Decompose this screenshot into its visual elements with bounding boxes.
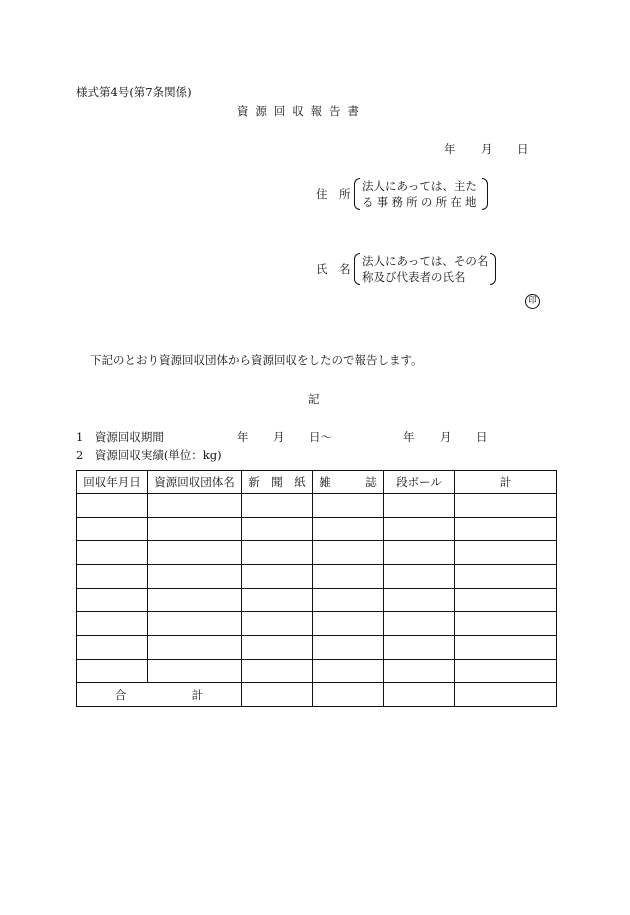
total-label-1: 合 — [114, 687, 127, 702]
address-note-line-1: 法人にあっては、主た — [362, 179, 477, 193]
cardboard-cell[interactable] — [384, 517, 455, 541]
cardboard-cell[interactable] — [384, 635, 455, 659]
period-to-day: 日 — [476, 430, 488, 444]
header-magazine: 雑 誌 — [313, 471, 384, 494]
address-note — [354, 178, 488, 210]
date-cell[interactable] — [77, 541, 148, 565]
header-total: 計 — [455, 471, 557, 494]
total-cell[interactable] — [455, 635, 557, 659]
magazine-cell[interactable] — [313, 494, 384, 518]
period-from-month: 月 — [273, 430, 285, 444]
period-from-year: 年 — [237, 430, 249, 444]
total-cell[interactable] — [455, 659, 557, 683]
intro-text: 下記のとおり資源回収団体から資源回収をしたので報告します。 — [90, 353, 423, 367]
period-to-month: 月 — [440, 430, 452, 444]
item2-label: 2 資源回収実績(単位：kg) — [76, 448, 222, 462]
total-cardboard-cell[interactable] — [384, 683, 455, 707]
magazine-cell[interactable] — [313, 612, 384, 636]
group-name-cell[interactable] — [148, 588, 242, 612]
date-cell[interactable] — [77, 564, 148, 588]
newspaper-cell[interactable] — [242, 588, 313, 612]
cardboard-cell[interactable] — [384, 564, 455, 588]
table-row — [77, 635, 557, 659]
table-header-row — [77, 471, 557, 494]
date-cell[interactable] — [77, 588, 148, 612]
total-cell[interactable] — [455, 541, 557, 565]
table-row — [77, 564, 557, 588]
header-newspaper: 新 聞 紙 — [242, 471, 313, 494]
date-month: 月 — [481, 142, 493, 156]
document-title: 資源回収報告書 — [237, 104, 366, 118]
form-number: 様式第4号(第7条関係) — [76, 85, 192, 99]
group-name-cell[interactable] — [148, 635, 242, 659]
magazine-cell[interactable] — [313, 564, 384, 588]
name-note-line-2: 称及び代表者の氏名 — [362, 270, 466, 284]
total-cell[interactable] — [455, 517, 557, 541]
total-label-cell — [77, 683, 242, 707]
group-name-cell[interactable] — [148, 517, 242, 541]
magazine-cell[interactable] — [313, 659, 384, 683]
header-group-name: 資源回収団体名 — [148, 471, 242, 494]
newspaper-cell[interactable] — [242, 541, 313, 565]
newspaper-cell[interactable] — [242, 635, 313, 659]
total-cell[interactable] — [455, 588, 557, 612]
total-magazine-cell[interactable] — [313, 683, 384, 707]
magazine-cell[interactable] — [313, 541, 384, 565]
cardboard-cell[interactable] — [384, 659, 455, 683]
group-name-cell[interactable] — [148, 494, 242, 518]
total-newspaper-cell[interactable] — [242, 683, 313, 707]
collection-report-table — [76, 470, 557, 707]
table-row — [77, 517, 557, 541]
newspaper-cell[interactable] — [242, 564, 313, 588]
table-row — [77, 541, 557, 565]
address-note-line-2: る事務所の所在地 — [362, 195, 480, 209]
date-cell[interactable] — [77, 494, 148, 518]
name-note — [354, 253, 496, 285]
newspaper-cell[interactable] — [242, 494, 313, 518]
date-year: 年 — [444, 142, 456, 156]
name-label: 氏 名 — [316, 262, 351, 276]
name-note-line-1: 法人にあっては、その名 — [362, 254, 489, 268]
seal-mark: 印 — [525, 294, 540, 309]
newspaper-cell[interactable] — [242, 612, 313, 636]
cardboard-cell[interactable] — [384, 494, 455, 518]
date-cell[interactable] — [77, 635, 148, 659]
date-cell[interactable] — [77, 517, 148, 541]
table-row — [77, 659, 557, 683]
magazine-cell[interactable] — [313, 635, 384, 659]
group-name-cell[interactable] — [148, 612, 242, 636]
total-cell[interactable] — [455, 564, 557, 588]
header-collection-date: 回収年月日 — [77, 471, 148, 494]
table-row — [77, 612, 557, 636]
group-name-cell[interactable] — [148, 659, 242, 683]
total-sum-cell[interactable] — [455, 683, 557, 707]
magazine-cell[interactable] — [313, 517, 384, 541]
date-cell[interactable] — [77, 612, 148, 636]
group-name-cell[interactable] — [148, 541, 242, 565]
newspaper-cell[interactable] — [242, 517, 313, 541]
cardboard-cell[interactable] — [384, 612, 455, 636]
table-row — [77, 494, 557, 518]
date-cell[interactable] — [77, 659, 148, 683]
date-day: 日 — [517, 142, 529, 156]
period-to-year: 年 — [403, 430, 415, 444]
table-row — [77, 588, 557, 612]
item1-label: 1 資源回収期間 — [76, 430, 164, 444]
cardboard-cell[interactable] — [384, 588, 455, 612]
total-row — [77, 683, 557, 707]
total-label-2: 計 — [191, 687, 204, 702]
period-from-day: 日〜 — [309, 430, 332, 444]
total-cell[interactable] — [455, 494, 557, 518]
magazine-cell[interactable] — [313, 588, 384, 612]
group-name-cell[interactable] — [148, 564, 242, 588]
cardboard-cell[interactable] — [384, 541, 455, 565]
address-label: 住 所 — [316, 187, 351, 201]
ki-heading: 記 — [308, 392, 320, 406]
table-body — [77, 494, 557, 707]
total-cell[interactable] — [455, 612, 557, 636]
newspaper-cell[interactable] — [242, 659, 313, 683]
header-cardboard: 段ボール — [384, 471, 455, 494]
